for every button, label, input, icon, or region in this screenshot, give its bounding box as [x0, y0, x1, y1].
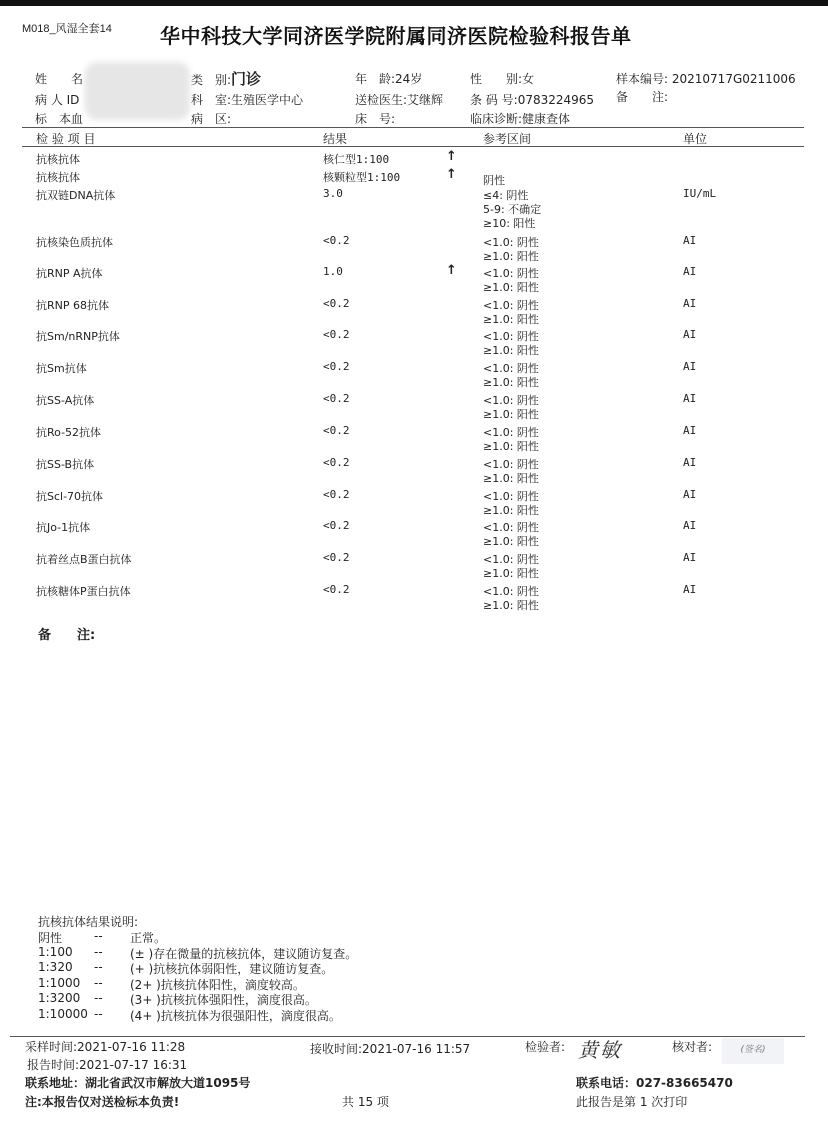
test-item-name: 抗核糖体P蛋白抗体: [36, 585, 131, 598]
explanation-titer: 1:1000: [38, 975, 81, 990]
reference-range-line: ≥10: 阳性: [483, 217, 536, 230]
note-field: [616, 88, 668, 105]
explanation-text: (+ )抗核抗体弱阳性，建议随访复查。: [130, 962, 334, 976]
report-time-field: [27, 1056, 187, 1073]
sample-time-field: [25, 1038, 185, 1055]
report-time-value: 2021-07-17 16:31: [79, 1058, 188, 1072]
test-result-value: 1.0: [323, 265, 343, 278]
explanation-sep: --: [94, 929, 103, 943]
explanation-sep: --: [94, 944, 103, 959]
test-item-name: 抗RNP A抗体: [36, 267, 103, 280]
test-result-value: 核仁型1:100: [323, 153, 390, 166]
doctor-field: [355, 91, 443, 108]
reference-range-line: ≥1.0: 阳性: [483, 376, 539, 389]
tester-signature: 黄敏: [578, 1038, 622, 1062]
name-label: 姓 名: [35, 72, 84, 86]
column-header-reference: 参考区间: [483, 132, 532, 146]
test-item-name: 抗SS-B抗体: [36, 458, 95, 471]
sex-value: 女: [522, 72, 535, 86]
test-unit: AI: [683, 234, 697, 247]
reference-range-line: ≥1.0: 阳性: [483, 440, 539, 453]
reference-range-line: ≥1.0: 阳性: [483, 567, 539, 580]
ana-explanation-title: 抗核抗体结果说明:: [38, 915, 139, 929]
test-unit: AI: [683, 265, 697, 278]
reference-range-line: <1.0: 阴性: [483, 490, 539, 503]
reference-range-line: <1.0: 阴性: [483, 553, 539, 566]
reference-range-line: ≥1.0: 阳性: [483, 472, 539, 485]
barcode-value: 0783224965: [517, 93, 595, 107]
explanation-titer: 阴性: [38, 931, 63, 945]
test-item-name: 抗SS-A抗体: [36, 394, 95, 407]
explanation-titer: 1:10000: [38, 1006, 88, 1021]
total-items: 共 15 项: [342, 1095, 389, 1109]
reference-range-line: ≥1.0: 阳性: [483, 599, 539, 612]
test-result-value: <0.2: [323, 583, 350, 596]
abnormal-high-arrow-icon: ↑: [446, 167, 457, 182]
top-border: [0, 0, 828, 6]
explanation-text: 正常。: [130, 931, 167, 945]
test-unit: AI: [683, 488, 697, 501]
test-unit: AI: [683, 519, 697, 532]
explanation-sep: --: [94, 1006, 103, 1021]
receive-time-value: 2021-07-16 11:57: [362, 1042, 471, 1056]
test-panel-code: M018_风湿全套14: [22, 23, 112, 35]
column-header-unit: 单位: [683, 132, 708, 146]
receive-time-label: 接收时间:: [310, 1042, 363, 1056]
doctor-label: 送检医生:: [355, 93, 408, 107]
reference-range-line: <1.0: 阴性: [483, 394, 539, 407]
ward-field: [191, 110, 231, 127]
specimen-value: 血: [71, 112, 84, 126]
reference-range-line: ≥1.0: 阳性: [483, 504, 539, 517]
test-item-name: 抗核抗体: [36, 171, 80, 184]
age-value: 24岁: [395, 72, 423, 86]
test-item-name: 抗双链DNA抗体: [36, 189, 116, 202]
reference-range-line: <1.0: 阴性: [483, 330, 539, 343]
test-item-name: 抗核抗体: [36, 153, 80, 166]
reference-range-line: <1.0: 阴性: [483, 458, 539, 471]
receive-time-field: [310, 1040, 470, 1057]
barcode-label: 条 码 号:: [470, 93, 518, 107]
explanation-titer: 1:100: [38, 944, 73, 959]
reference-range-line: ≥1.0: 阳性: [483, 344, 539, 357]
doctor-value: 艾继辉: [407, 93, 444, 107]
print-count: 此报告是第 1 次打印: [576, 1095, 688, 1109]
test-result-value: <0.2: [323, 234, 350, 247]
test-unit: AI: [683, 297, 697, 310]
reference-range-line: ≥1.0: 阳性: [483, 313, 539, 326]
reference-range-line: <1.0: 阴性: [483, 426, 539, 439]
sample-number-field: [616, 70, 796, 87]
sex-label: 性 别:: [470, 72, 523, 86]
abnormal-high-arrow-icon: ↑: [446, 149, 457, 164]
explanation-text: (3+ )抗核抗体强阳性，滴度很高。: [130, 993, 317, 1007]
test-result-value: <0.2: [323, 360, 350, 373]
reference-range-line: <1.0: 阴性: [483, 362, 539, 375]
report-title: 华中科技大学同济医学院附属同济医院检验科报告单: [160, 24, 632, 48]
test-result-value: 核颗粒型1:100: [323, 171, 401, 184]
test-item-name: 抗核染色质抗体: [36, 236, 113, 249]
report-time-label: 报告时间:: [27, 1058, 80, 1072]
explanation-text: (2+ )抗核抗体阳性，滴度较高。: [130, 977, 305, 992]
explanation-titer: 1:3200: [38, 991, 81, 1005]
diagnosis-label: 临床诊断:: [470, 112, 523, 126]
bed-label: 床 号:: [355, 112, 396, 126]
test-result-value: <0.2: [323, 456, 350, 469]
test-unit: AI: [683, 424, 697, 437]
reference-range-line: ≥1.0: 阳性: [483, 408, 539, 421]
contact-phone: 联系电话：027-83665470: [576, 1076, 733, 1090]
explanation-sep: --: [94, 975, 103, 990]
column-header-item: 检 验 项 目: [36, 132, 96, 146]
reference-range-line: 5-9: 不确定: [483, 203, 542, 216]
age-label: 年 龄:: [355, 72, 396, 86]
specimen-field: [35, 110, 83, 127]
test-result-value: <0.2: [323, 519, 350, 532]
test-unit: AI: [683, 328, 697, 341]
divider-footer: [10, 1036, 805, 1037]
reference-range-line: 阴性: [483, 174, 505, 187]
sample-number-label: 样本编号:: [616, 72, 669, 86]
test-unit: AI: [683, 456, 697, 469]
department-label: 科 室:: [191, 93, 232, 107]
reference-range-line: <1.0: 阴性: [483, 267, 539, 280]
reference-range-line: ≥1.0: 阳性: [483, 535, 539, 548]
explanation-text: (± )存在微量的抗核抗体，建议随访复查。: [130, 946, 358, 961]
test-item-name: 抗RNP 68抗体: [36, 299, 109, 312]
sample-time-value: 2021-07-16 11:28: [77, 1040, 186, 1054]
reference-range-line: <1.0: 阴性: [483, 585, 539, 598]
abnormal-high-arrow-icon: ↑: [446, 263, 457, 278]
test-unit: AI: [683, 551, 697, 564]
department-field: [191, 91, 303, 108]
test-result-value: <0.2: [323, 392, 350, 405]
test-item-name: 抗Scl-70抗体: [36, 490, 104, 503]
test-unit: AI: [683, 583, 697, 596]
redacted-patient-identity: [85, 62, 190, 120]
explanation-sep: --: [94, 960, 103, 974]
test-item-name: 抗Ro-52抗体: [36, 426, 102, 439]
sample-time-label: 采样时间:: [25, 1040, 78, 1054]
test-result-value: <0.2: [323, 488, 350, 501]
category-field: [191, 68, 261, 89]
reference-range-line: ≥1.0: 阳性: [483, 250, 539, 263]
note-label: 备 注:: [616, 90, 669, 104]
disclaimer: 注:本报告仅对送检标本负责!: [25, 1095, 180, 1109]
test-item-name: 抗Sm/nRNP抗体: [36, 330, 120, 343]
sample-number-value: 20210717G0211006: [671, 72, 796, 86]
test-result-value: 3.0: [323, 187, 343, 200]
category-label: 类 别:: [191, 73, 232, 87]
test-item-name: 抗着丝点B蛋白抗体: [36, 553, 132, 566]
test-result-value: <0.2: [323, 551, 350, 564]
department-value: 生殖医学中心: [231, 93, 304, 107]
divider-top: [22, 127, 804, 128]
reference-range-line: <1.0: 阴性: [483, 521, 539, 534]
diagnosis-field: [470, 110, 570, 127]
barcode-field: [470, 91, 594, 108]
test-unit: AI: [683, 360, 697, 373]
reference-range-line: <1.0: 阴性: [483, 299, 539, 312]
remark-label: 备 注:: [38, 628, 96, 643]
test-unit: AI: [683, 392, 697, 405]
tester-label: 检验者:: [525, 1040, 566, 1054]
test-item-name: 抗Jo-1抗体: [36, 521, 91, 534]
explanation-titer: 1:320: [38, 960, 73, 974]
test-result-value: <0.2: [323, 424, 350, 437]
reference-range-line: <1.0: 阴性: [483, 236, 539, 249]
category-value: 门诊: [231, 70, 262, 88]
test-unit: IU/mL: [683, 187, 717, 200]
sex-field: [470, 70, 534, 87]
reference-range-line: ≤4: 阴性: [483, 189, 529, 202]
test-result-value: <0.2: [323, 328, 350, 341]
column-header-result: 结果: [323, 132, 348, 146]
bed-field: [355, 110, 395, 127]
divider-header: [22, 146, 804, 147]
reference-range-line: ≥1.0: 阳性: [483, 281, 539, 294]
reviewer-label: 核对者:: [672, 1040, 713, 1054]
specimen-label: 标 本: [35, 112, 72, 126]
explanation-text: (4+ )抗核抗体为很强阳性，滴度很高。: [130, 1008, 341, 1023]
test-item-name: 抗Sm抗体: [36, 362, 87, 375]
patient-id-label: 病 人 ID: [35, 93, 80, 107]
contact-address: 联系地址：湖北省武汉市解放大道1095号: [25, 1076, 251, 1090]
test-result-value: <0.2: [323, 297, 350, 310]
reviewer-signature: (签名): [722, 1038, 784, 1064]
ward-label: 病 区:: [191, 112, 232, 126]
explanation-sep: --: [94, 991, 103, 1005]
diagnosis-value: 健康查体: [522, 112, 571, 126]
age-field: [355, 70, 422, 87]
